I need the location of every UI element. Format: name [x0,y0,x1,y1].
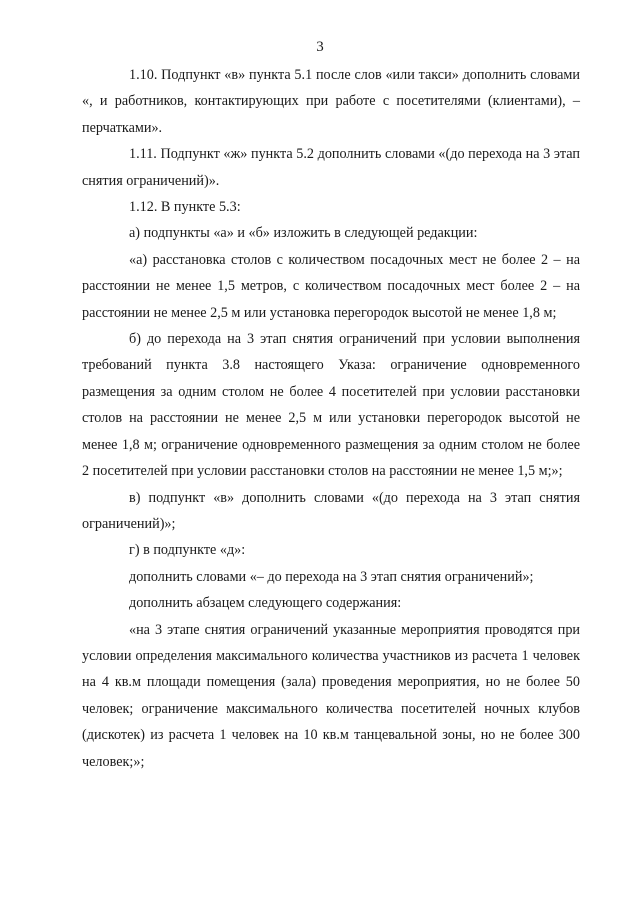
paragraph-1-11: 1.11. Подпункт «ж» пункта 5.2 дополнить словами «(до перехода на 3 этап снятия ограничений)». [82,146,580,189]
paragraph-1-12: 1.12. В пункте 5.3: [129,199,241,216]
paragraph-item-g: г) в подпункте «д»: [129,542,246,559]
paragraph-item-v: в) подпункт «в» дополнить словами «(до перехода на 3 этап снятия ограничений)»; [82,489,580,532]
paragraph-item-a: а) подпункты «а» и «б» изложить в следующей редакции: [129,225,478,242]
document-body [82,62,580,775]
paragraph-add-words: дополнить словами «– до перехода на 3 этап снятия ограничений»; [129,568,534,585]
paragraph-1-10: 1.10. Подпункт «в» пункта 5.1 после слов «или такси» дополнить словами «, и работников, контактирующих при работе с посетителями (клиентами), – перчатками». [82,67,580,136]
paragraph-stage-3: «на 3 этапе снятия ограничений указанные мероприятия проводятся при условии определения максимального количества участников из расчета 1 человек на 4 кв.м площади помещения (зала) проведения мероприятия, но не более 50 человек; ограничение максимального количества посетителей ночных клубов (дискотек) из расчета 1 человек на 10 кв.м танцевальной зоны, но не более 300 человек;»; [82,621,580,770]
paragraph-subitem-b: б) до перехода на 3 этап снятия ограничений при условии выполнения требований пункта 3.8 настоящего Указа: ограничение одновременного размещения за одним столом не более 4 посетителей при условии расстановки столов на расстоянии не менее 2,5 м или установки перегородок высотой не менее 1,8 м; ограничение одновременного размещения за одним столом не более 2 посетителей при условии расстановки столов на расстоянии не менее 1,5 м;»; [82,331,580,480]
paragraph-subitem-a: «а) расстановка столов с количеством посадочных мест не более 2 – на расстоянии не менее 1,5 метров, с количеством посадочных мест более 2 – на расстоянии не менее 2,5 м или установка перегородок высотой не менее 1,8 м; [82,251,580,321]
page-number: 3 [316,39,324,55]
paragraph-add-section: дополнить абзацем следующего содержания: [129,595,402,612]
